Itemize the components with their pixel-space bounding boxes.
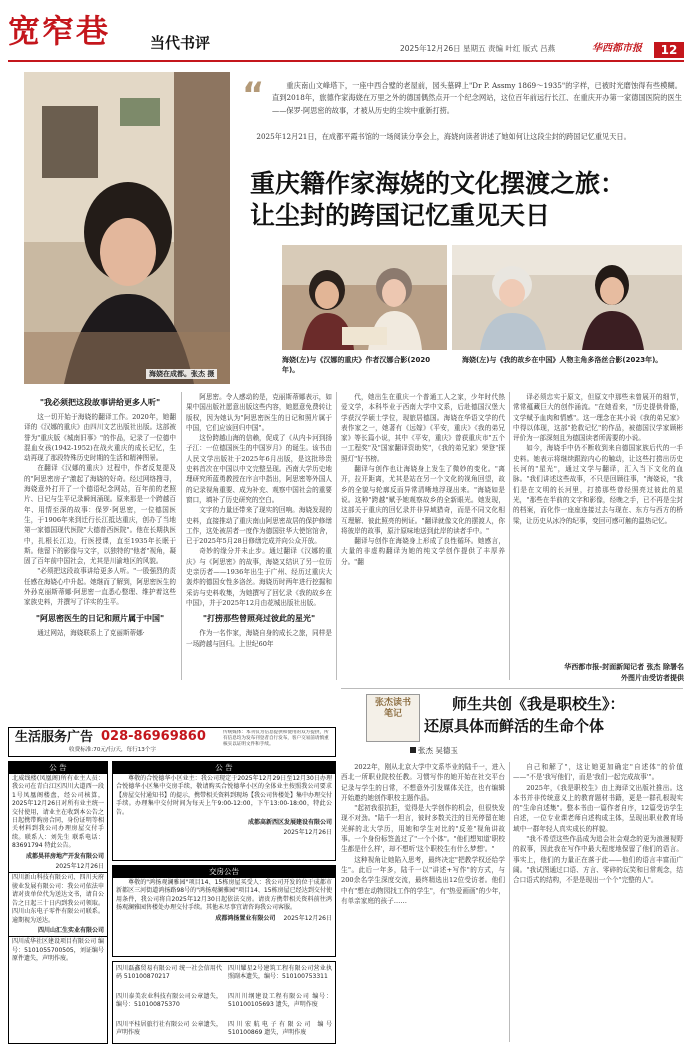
lead-column-1: [24, 392, 176, 722]
column-tag-box: [366, 694, 420, 742]
ads-banner-note: 传统媒体：本刊仅为信息提供和使用的双方提供，所有信息均为发布刊登者自行发布，客户交易前请慎重核实以证明文件和手续。: [223, 730, 329, 748]
dolores-caption: 海娆(左)与《我的故乡在中国》人物主角多洛丝合影(2023年)。: [462, 356, 663, 364]
quote-mark-icon: “: [242, 75, 265, 115]
lead-headline-2: 让尘封的跨国记忆重见天日: [250, 201, 551, 230]
ad-left-head: 公 告: [9, 762, 107, 774]
col2-paragraph: 阿思密。令人感动的是，克丽斯蒂娜表示，如果中国出版社愿意出版这些内容，她愿意免费转让版权，因为她认为"阿思密医生的日记和照片属于中国，它们应该回归中国"。: [186, 393, 332, 432]
second-headline-2: 还原具体而鲜活的生命个体: [424, 717, 605, 735]
lead-photo-portrait: [24, 72, 230, 384]
ad-left-text-2: 四川新山科技有限公司、四川天府骏业发展有限公司：我公司依法申请对贵单位代为送达文书，请自公告之日起三十日内到我公司领取。四川山东电子零件有限公司联系。逾期视为送达。: [9, 872, 107, 925]
lead-headline-1: 重庆籍作家海娆的文化摆渡之旅：: [250, 169, 626, 198]
col1-paragraph: "必须把这段故事讲给更多人听。"一股强烈的责任感在海娆心中升起。她继而了解到，阿思密医生的外孙克丽斯蒂娜·阿思密一直悉心整理、维护着这些家族史料，并撰写了详实的生平。: [24, 567, 176, 607]
ad-middle-date: 2025年12月26日: [283, 829, 332, 837]
ad-left-sign: 成都昊祥房地产开发有限公司: [25, 852, 104, 860]
second-article-top-rule: [341, 688, 683, 689]
page-number: 12: [654, 42, 684, 58]
col1-paragraph: 在翻译《汉娜的重庆》过程中，作者反复提及的"阿思密房子"激起了海娆的好奇。经过网络搜寻，海娆意外打开了一个德语纪念网站，百年前的老照片、日记与生平记录瞬间涌现。原来那是一个跨越百年、用情至深的故事：保罗·阿思密，一位德国医生，于1906年来到迁行长江抵达重庆，创办了当地第一家德国现代医院"大德普西医院"。他在长期执医中，扎根长江边，行医授课，直至1935年长眠于斯。他留下的影像与文字，以独特的"他者"视角，凝固了百年前中国社会，尤其是川渝地区的风貌。: [24, 464, 176, 566]
masthead-date-line: 2025年12月26日 星期五 责编 叶红 版式 吕燕: [400, 44, 556, 53]
second-byline-text: 张杰 吴德玉: [418, 746, 458, 755]
second-byline: [410, 746, 458, 756]
ad-middle-head: 公 告: [113, 762, 335, 774]
subhead-2: "阿思密医生的日记和照片属于中国": [35, 613, 165, 623]
ad-handover-sign: 成都鸿扬置业有限公司: [215, 914, 276, 922]
ad-middle-notice: [112, 761, 336, 861]
lead-photo-hanna: [282, 245, 447, 350]
ad-left-column: [8, 761, 108, 1044]
masthead-logo: 华西都市报: [592, 43, 642, 54]
ad-handover-head: 交房公告: [113, 866, 335, 878]
second-col2-paragraph: 自己和解了"，这让她更加确定"自述体"的价值——"不是'我写他们'，而是'我们一起完成故事'"。: [513, 763, 683, 782]
second-column-1: [341, 762, 505, 1044]
masthead-section: 宽窄巷: [8, 12, 111, 50]
second-col2-paragraph: 2025年，《我是职校生》由上海译文出版社推出。这本书并非传统意义上的教育题材书籍，更是一群孔根现实的"生命自述集"。整本书由一篇作者自序，12篇受访学生自述，一位专业课老师自述构成主体，呈现出职业教育场域中一群年轻人真实成长的样貌。: [513, 783, 683, 833]
portrait-illustration: [24, 72, 230, 384]
ad-handover-notice: [112, 865, 336, 957]
ad-middle-sign: 成都高新西区发展建设有限公司: [247, 819, 332, 827]
col2-tail: 作为一名作家，海娆自身的成长之旅，同样是一场跨越与回归。上世纪60年: [186, 629, 332, 648]
col2-paragraph: 文字的力量还带来了现实的回响。海娆发现的史料，直接推动了重庆南山阿思密故居的保护修缮工作，这处被居者一度作为德国驻华大使馆馆舍，已于2025年5月28日修缮完成并向公众开放。: [186, 506, 332, 546]
ad-left-text-3: 四川成华社区建设项目有限公司 编号：5101055700505，刘证编号原件遗失，声明作废。: [9, 936, 107, 964]
small-ad-item: 四川磊鑫贸易有限公司 统一社会信用代码 510100870217: [116, 965, 222, 981]
second-headline-1: 师生共创《我是职校生》：: [452, 695, 625, 713]
col3-paragraph: 代，她出生在重庆一个普通工人之家，少年时代热爱文学，本科毕业于西南大学中文系，后赴德国汉堡大学获汉学硕士学位，现旅居德国。海娆在华语文学的代表作家之一，她著有《远嫁》《平安，重庆》《我的弟兄家》等长篇小说，其中《平安，重庆》曾获重庆市"五个一工程奖"及"国家翻译资助奖"，《我的弟兄家》荣登"探照灯"好书榜。: [341, 393, 505, 463]
lead-photo-dolores: [452, 245, 682, 350]
ads-banner-title: 生活服务广告: [15, 730, 94, 745]
hanna-caption: 海娆(左)与《汉娜的重庆》作者汉娜合影(2020年)。: [282, 356, 431, 374]
small-ad-item: 四川平桂居旅行社有限公司 公章遗失，声明作废: [116, 1021, 222, 1037]
lead-column-4: [513, 392, 683, 662]
col3-paragraph: 翻译与创作在海娆身上形成了良性循环。她感言，大量的非虚构翻译为她的纯文学创作提供了丰厚养分。"翻: [341, 537, 505, 566]
lead-column-3: [341, 392, 505, 682]
subhead-3: "打捞那些曾照亮过彼此的星光": [202, 614, 316, 624]
lead-byline: 华西都市报-封面新闻记者 张杰 除署名外图片由受访者提供: [564, 663, 684, 682]
column-rule-2: [336, 392, 337, 680]
masthead-rule: [8, 60, 684, 62]
lead-lede-2: 2025年12月21日，在成都平霞书馆的一场阅读分享会上，海娆向读者讲述了她如何让这段尘封的跨国记忆重见天日。: [256, 132, 631, 141]
second-col1-paragraph: 这种视角让她陷入思考，最终决定"把教学权还给学生"。此后一年多，陆千一以"讲述+写作"的方式，与200余名学生深度交流，最终精选出12位受访者。他们中有"想在动物园找工作的学生"，有"热爱画画"的少年，有单亲家庭的孩子……: [341, 855, 505, 905]
col4-paragraph: 译必须忠实于原文，但原文中那些未曾展开的细节，常常蕴藏巨大的创作涌流。"在她看来，"历史提供骨骼，文学赋予血肉和情感"。这一理念在其小说《我的弟兄家》中得以体现，这部"抢救记忆"的作品，被德国汉学家顾彬评价为一部深刻且为德国读者所需要的小说。: [513, 393, 683, 443]
second-col2-paragraph: "我不希望这些作品成为追会社会观念的更为浪漫视野的叙事，因此我在写作中最大程度地保留了他们的语言。事实上，他们的力量正在落于此——他们的语言丰富而广阔。"我试图通过口语、方言、零碎的玩笑和日常观念，结合口语式的结构，不是是现出一个个"完整的人"。: [513, 835, 683, 885]
ad-handover-footer: [113, 914, 335, 924]
masthead-subsection: 当代书评: [150, 34, 211, 52]
ads-price-line: 收费标准:70元/行/天，每行13个字: [69, 747, 157, 753]
column-rule-1: [181, 392, 182, 680]
ad-left-date: 2025年12月26日: [55, 863, 104, 871]
lead-lede: [272, 80, 682, 117]
column-tag: 张杰读书笔记: [374, 698, 411, 719]
small-ad-item: 四川川纲建设工程有限公司 编号：510100105693 遗失，声明作废: [228, 993, 332, 1009]
col1-tail: 通过网站，海娆联系上了克丽斯蒂娜·: [37, 628, 145, 637]
ad-middle-text: 尊敬的合悦德华小区业主：我公司现定于2025年12月29日至12月30日办理合悦德华小区集中交房手续，敬请购买合悦德华小区的全体业主按照我公司要求【房屋交付通知书】的提示，携带相关资料到现场【我公司售楼处】集中办理交付手续。办理集中交付时间为每天上午9:00-12:00，下午13:00-18:00，特此公告。: [116, 775, 333, 816]
lede-paragraph-1: 重庆南山文峰塔下，一座中西合璧的老屋前，园头墓碑上"Dr P. Assmy 1869～1935"的字样，已被时光磨蚀得有些模糊。直到2018年，旅德作家海娆在万里之外的德国偶然点开一个纪念网站，这位百年前远行长江、在重庆开办第一家德国医院的医生——保罗·阿思密的故事，才被从历史的尘埃中重新打捞。: [272, 81, 682, 115]
ad-small-classifieds: [112, 961, 336, 1044]
col3-paragraph: 翻译与创作也让海娆身上发生了微妙的变化。"离开，拉开距离，尤其是站在另一个文化的视角回望，故乡的全貌与轮廓反而异常清晰地浮现出来。"海娆如是说。这种"跨越"赋予她观察故乡的全新眼光。她发现，这部关于重庆的回忆录并非异域猎奇，而是不同文化相互理解、彼此照亮的例证。"翻译就像文化的摆渡人，你将彼岸的故事，原汁原味地送到此岸的读者手中。": [341, 465, 505, 535]
ads-banner: [8, 727, 336, 757]
ad-left-sign-2: 四川山汇生实业有限公司: [37, 926, 104, 934]
ad-handover-text: 尊敬的"鸿扬观澜雅园"项目14、15栋房屋买受人：我公司开发的位于成都市新都区三河街道鸿扬路98号的"鸿扬观澜雅园"项目14、15栋房屋已经达到交付使用条件，我公司将自2025年12月30日起依法交房。请贵方携带相关资料前往鸿扬观澜雅园售楼处办理交付手续。其他未尽事宜请咨询我公司客服。: [116, 879, 332, 912]
ad-left-text: 北威线楼(凤凰阁)所有业主人员：我公司在青白江区四川大道西一段1号凤凰阁楼盘，经公司核算，2025年12月26日对所有业主统一交付使用，请业主在收到本公告之日起携带购房合同，身份证明等相关材料到我公司办理房屋交付手续。联系人：刘先生 联系电话：83691794 特此公告。: [12, 775, 104, 850]
dolores-photo-illustration: [452, 245, 682, 350]
small-ad-item: 四川泰美农业科技有限公司公章遗失，编号：510100875370: [116, 993, 222, 1009]
ads-banner-phone: 028-86969860: [101, 729, 206, 744]
col2-paragraph: 奇妙的缘分并未止步。通过翻译《汉娜的重庆》与《阿思密》的故事，海娆又结识了另一位历史亲历者——1936年出生于广州、经历过重庆大轰炸的德国女性多洛丝。海娆历时两年进行挖掘和采访与史料收集，为她撰写了回忆录《我的故乡在中国》，并于2025年12月由花城出版社出版。: [186, 547, 332, 607]
col1-paragraph: 这一切开始于海娆的翻译工作。2020年，她翻译的《汉娜的重庆》由四川文艺出版社出版。这部被誉为"重庆版《城南旧事》"的作品，记录了一位德中混血女孩(1942-1952)在战火重庆的成长记忆，生动再现了那段特殊历史时期的生活和精神图景。: [24, 413, 176, 463]
second-column-2: [513, 762, 683, 1044]
hanna-photo-illustration: [282, 245, 447, 350]
ad-handover-date: 2025年12月26日: [283, 914, 332, 922]
small-ad-item: 四川耀星2号建筑工程有限公司营业执照副本遗失，编号：510100753311: [228, 965, 332, 981]
lead-column-2: [186, 392, 332, 722]
col2-paragraph: 这份跨越山海的信赖，促成了《从内卡河到扬子江：一位德国医生的中国岁月》的诞生。该书由人民文学出版社于2025年6月出版，是这批珍贵史料首次在中国以中文完整呈现。西南大学历史地理研究所蓝勇教授在序言中指出，阿思密等外国人的记录视角重要、成为补充、观察中国社会的重要窗口，填补了历史研究的空白。: [186, 434, 332, 504]
subhead-1: "我必须把这段故事讲给更多人听": [39, 398, 161, 407]
small-ad-item: 四川宏航电子有限公司 编号 510100869 遗失，声明作废: [228, 1021, 332, 1037]
byline-marker-icon: [410, 747, 416, 753]
second-col1-paragraph: 2022年，刚从北京大学中文系毕业的陆千一，进入西北一所职业院校任教。习惯写作的她开始在社交平台记录与学生的日常，不想意外引发媒体关注，也有编辑开始邀约她创作职校主题作品。: [341, 763, 505, 802]
second-col1-paragraph: "起初我很抗拒，觉得是大学创作的机会，但很快发现不对劲。"陆千一坦言，彼时多数关注的目光停留在她光鲜的北大学历，用她和学生对比的"反差"视角讲故事。一个身份标签盖过了"一个个体"。"他们想知道'职校生都是什么样'，却不想听'这个职校生有什么梦想'。": [341, 804, 505, 854]
second-column-rule: [509, 762, 510, 1042]
col4-paragraph: 如今，海娆手中仍不断收到来自德国家族后代的一手史料。她表示将继续跟踪内心的触动，让这些打捞出历史长河的"星光"，通过文学与翻译，汇入当下文化的血脉。"我们讲述这些故事，不只是回顾往事，"海娆说，"我们是在文明的长河里，打捞那些曾经照亮过彼此的星光，"那些在半前的文字和影像，经晚之手，已不再是尘封的档案，而化作一座座连接过去与现在、东方与西方的桥梁，让历史从冰冷的纪事，变回可感可触的温热记忆。: [513, 444, 683, 525]
column-rule-3: [509, 392, 510, 680]
portrait-caption: 海娆在成都。张杰 摄: [146, 369, 217, 379]
